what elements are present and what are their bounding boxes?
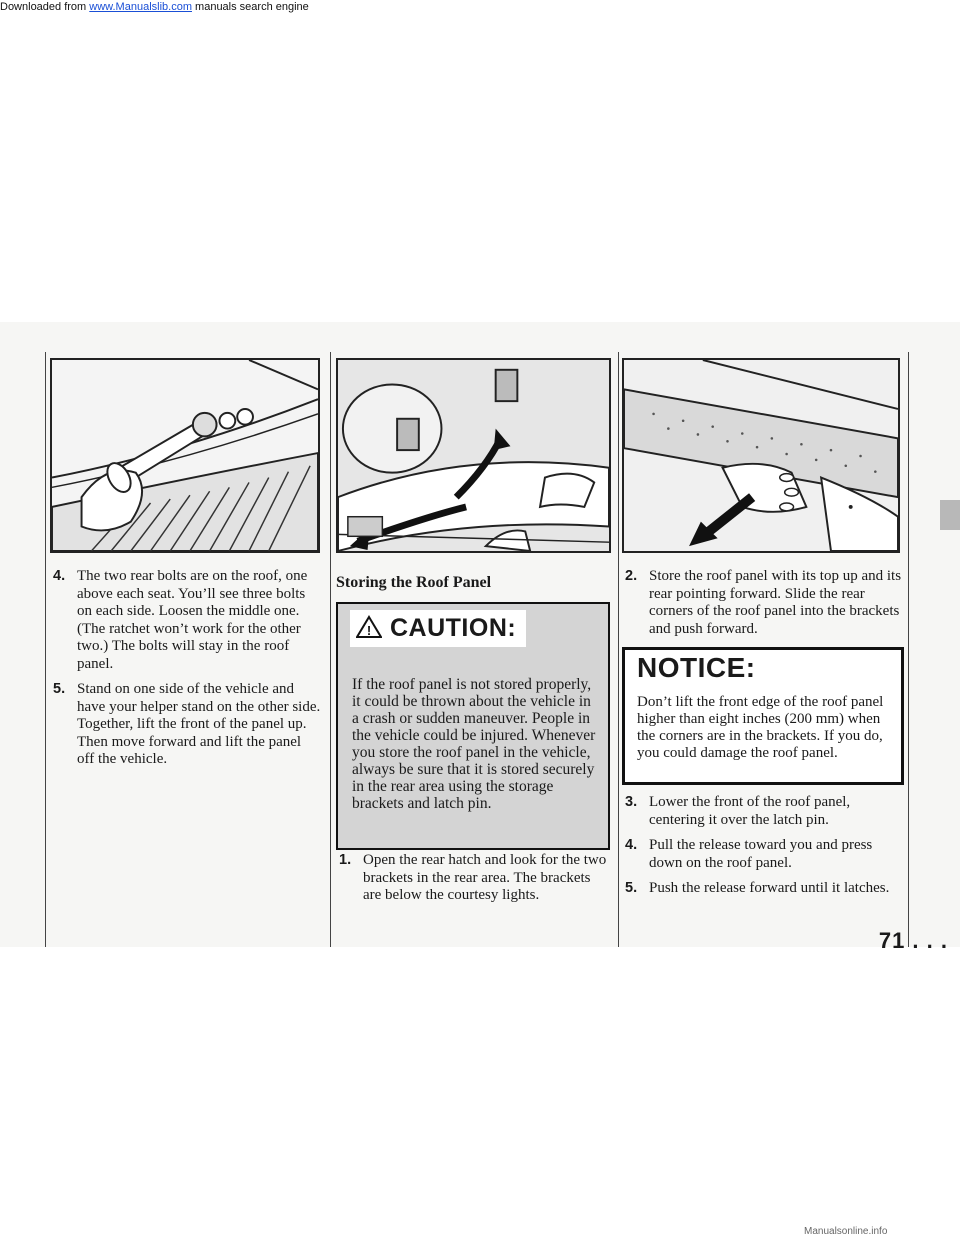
step-number: 2. <box>625 568 638 584</box>
middle-steps-list <box>336 852 610 913</box>
step-number: 1. <box>339 852 352 868</box>
column-rule-edge <box>908 352 909 947</box>
step-text: Push the release forward until it latches. <box>649 880 890 896</box>
step-number: 3. <box>625 794 638 810</box>
manual-page <box>0 322 960 947</box>
step-text: Stand on one side of the vehicle and have your helper stand on the other side. Together, lift the front of the panel up. Then move forward and lift the panel off the vehicle. <box>77 681 321 767</box>
notice-heading: NOTICE: <box>637 652 756 683</box>
list-item <box>50 681 322 769</box>
caution-heading-text: CAUTION: <box>390 614 517 642</box>
step-text: Pull the release toward you and press down on the roof panel. <box>649 837 873 871</box>
header-suffix: manuals search engine <box>191 1 309 13</box>
caution-text: If the roof panel is not stored properly, it could be thrown about the vehicle in a crash or sudden maneuver. People in the vehicle could be injured. Whenever you store the roof panel in the vehicle, always be sure that it is stored securely in the rear area using the storage brackets and latch pin. <box>352 676 596 812</box>
step-text: The two rear bolts are on the roof, one above each seat. You’ll see three bolts on each side. Loosen the middle one. (The ratchet won’t work for the other two.) The bolts will stay in the roof panel. <box>77 568 308 672</box>
header-prefix: Downloaded from <box>0 1 90 13</box>
caution-heading <box>350 610 526 647</box>
step-number: 5. <box>625 880 638 896</box>
list-item <box>622 794 902 829</box>
list-item <box>622 837 902 872</box>
footer-watermark: Manualsonline.info <box>804 1226 888 1237</box>
step-number: 4. <box>53 568 66 584</box>
step-text: Store the roof panel with its top up and its rear pointing forward. Slide the rear corners of the roof panel into the brackets and push forward. <box>649 568 902 637</box>
list-item <box>336 852 610 905</box>
right-steps-bottom <box>622 794 902 906</box>
list-item <box>622 568 902 638</box>
notice-text: Don’t lift the front edge of the roof panel higher than eight inches (200 mm) when the corners are in the brackets. If you do, you could damage the roof panel. <box>637 694 884 761</box>
step-number: 5. <box>53 681 66 697</box>
step-number: 4. <box>625 837 638 853</box>
column-rule-middle <box>330 352 331 947</box>
list-item <box>622 880 902 898</box>
notice-box <box>622 647 904 785</box>
caution-box <box>336 602 610 850</box>
roof-panel-into-rear-area-illustration <box>336 358 611 553</box>
page-number: 71 . . . <box>878 928 948 953</box>
warning-triangle-icon <box>356 615 382 643</box>
download-source-line <box>0 0 309 14</box>
section-edge-tab <box>940 500 960 530</box>
list-item <box>50 568 322 673</box>
svg-text:!: ! <box>366 622 372 638</box>
manualslib-link[interactable]: www.Manualslib.com <box>89 1 192 13</box>
left-steps-list <box>50 568 322 777</box>
ratchet-loosening-roof-bolt-illustration <box>50 358 320 553</box>
step-text: Open the rear hatch and look for the two brackets in the rear area. The brackets are below the courtesy lights. <box>363 852 607 903</box>
hand-sliding-panel-into-brackets-illustration <box>622 358 900 553</box>
column-rule-left <box>45 352 46 947</box>
column-rule-right <box>618 352 619 947</box>
right-steps-top <box>622 568 902 646</box>
step-text: Lower the front of the roof panel, centering it over the latch pin. <box>649 794 851 828</box>
section-title: Storing the Roof Panel <box>336 574 492 591</box>
